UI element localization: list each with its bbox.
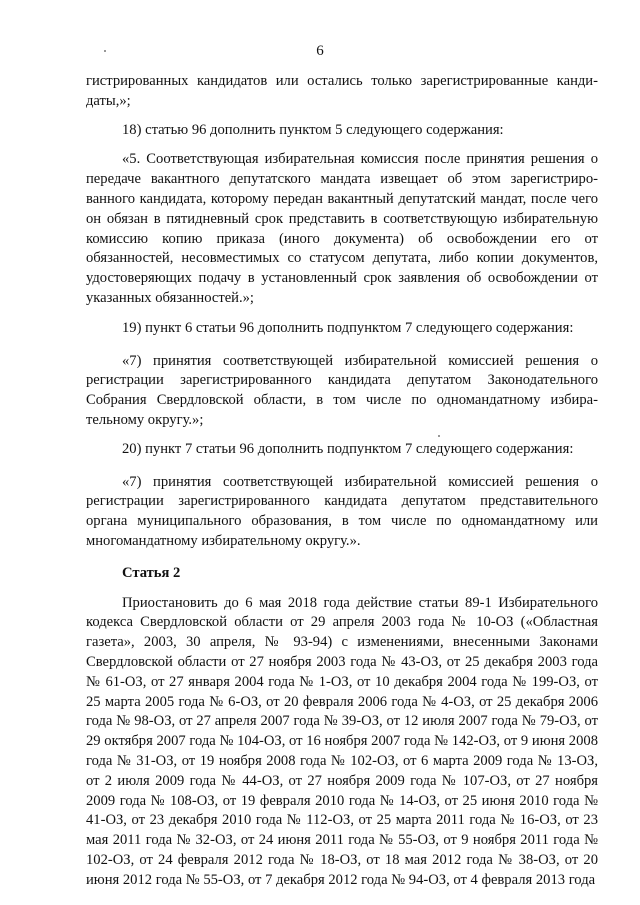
article-heading: Статья 2 xyxy=(122,564,181,581)
paragraph-item-20: 20) пункт 7 статьи 96 дополнить подпунктом 7 следующего содержания: xyxy=(122,440,574,457)
paragraph-item-18: 18) статью 96 дополнить пунктом 5 следующего содержания: xyxy=(122,121,504,138)
document-body xyxy=(86,72,598,890)
paragraph-article-2: Приостановить до 6 мая 2018 года действие статьи 89-1 Избирательного кодекса Свердловской области от 29 апреля 2003 года № 10-ОЗ («Областная газета», 2003, 30 апреля, № 93-94) с изменениями, внесенными Законами Свердловской области от 27 ноября 2003 года № 43-ОЗ, от 25 декабря 2003 года № 61-ОЗ, от 27 января 2004 года № 1-ОЗ, от 10 декабря 2004 года № 199-ОЗ, от 25 марта 2005 года № 6-ОЗ, от 20 февраля 2006 года № 4-ОЗ, от 25 декабря 2006 года № 98-ОЗ, от 27 апреля 2007 года № 39-ОЗ, от 12 июля 2007 года № 79-ОЗ, от 29 октября 2007 года № 104-ОЗ, от 16 ноября 2007 года № 142-ОЗ, от 9 июня 2008 года № 31-ОЗ, от 19 ноября 2008 года № 102-ОЗ, от 6 марта 2009 года № 13-ОЗ, от 2 июля 2009 года № 44-ОЗ, от 27 ноября 2009 года № 107-ОЗ, от 27 ноября 2009 года № 108-ОЗ, от 19 февраля 2010 года № 14-ОЗ, от 25 июня 2010 года № 41-ОЗ, от 23 декабря 2010 года № 112-ОЗ, от 25 марта 2011 года № 16-ОЗ, от 23 мая 2011 года № 32-ОЗ, от 24 июня 2011 года № 55-ОЗ, от 9 ноября 2011 года № 102-ОЗ, от 24 февраля 2012 года № 18-ОЗ, от 18 мая 2012 года № 38-ОЗ, от 20 июня 2012 года № 55-ОЗ, от 7 декабря 2012 года № 94-ОЗ, от 4 февраля 2013 года xyxy=(86,594,598,888)
paragraph-item-19: 19) пункт 6 статьи 96 дополнить подпунктом 7 следующего содержания: xyxy=(122,319,574,336)
scan-speck xyxy=(438,435,440,437)
paragraph-subclause-7-second: «7) принятия соответствующей избирательной комиссией решения о регистрации зарегистрированного кандидата депутатом представительного органа муниципального образования, в том числе по одномандатному или многомандатному избирательному округу.». xyxy=(86,473,598,549)
paragraph-clause-5: «5. Соответствующая избирательная комиссия после принятия решения о передаче вакантного депутатского мандата извещает об этом зарегистрированного кандидата, которому передан вакантный депутатский мандат, после чего он обязан в пятидневный срок представить в соответствующую избирательную комиссию копию приказа (иного документа) об освобождении его от обязанностей, несовместимых со статусом депутата, либо копии документов, удостоверяющих подачу в установленный срок заявления об освобождении от указанных обязанностей.»; xyxy=(86,151,598,306)
paragraph-subclause-7-first: «7) принятия соответствующей избирательной комиссией решения о регистрации зарегистрированного кандидата депутатом Законодательного Собрания Свердловской области, в том числе по одномандатному избирательному округу.»; xyxy=(86,352,598,428)
page-number: 6 xyxy=(316,43,324,59)
scan-speck xyxy=(104,50,106,52)
paragraph-continuation: гистрированных кандидатов или остались только зарегистрированные кандидаты,»; xyxy=(86,73,598,109)
